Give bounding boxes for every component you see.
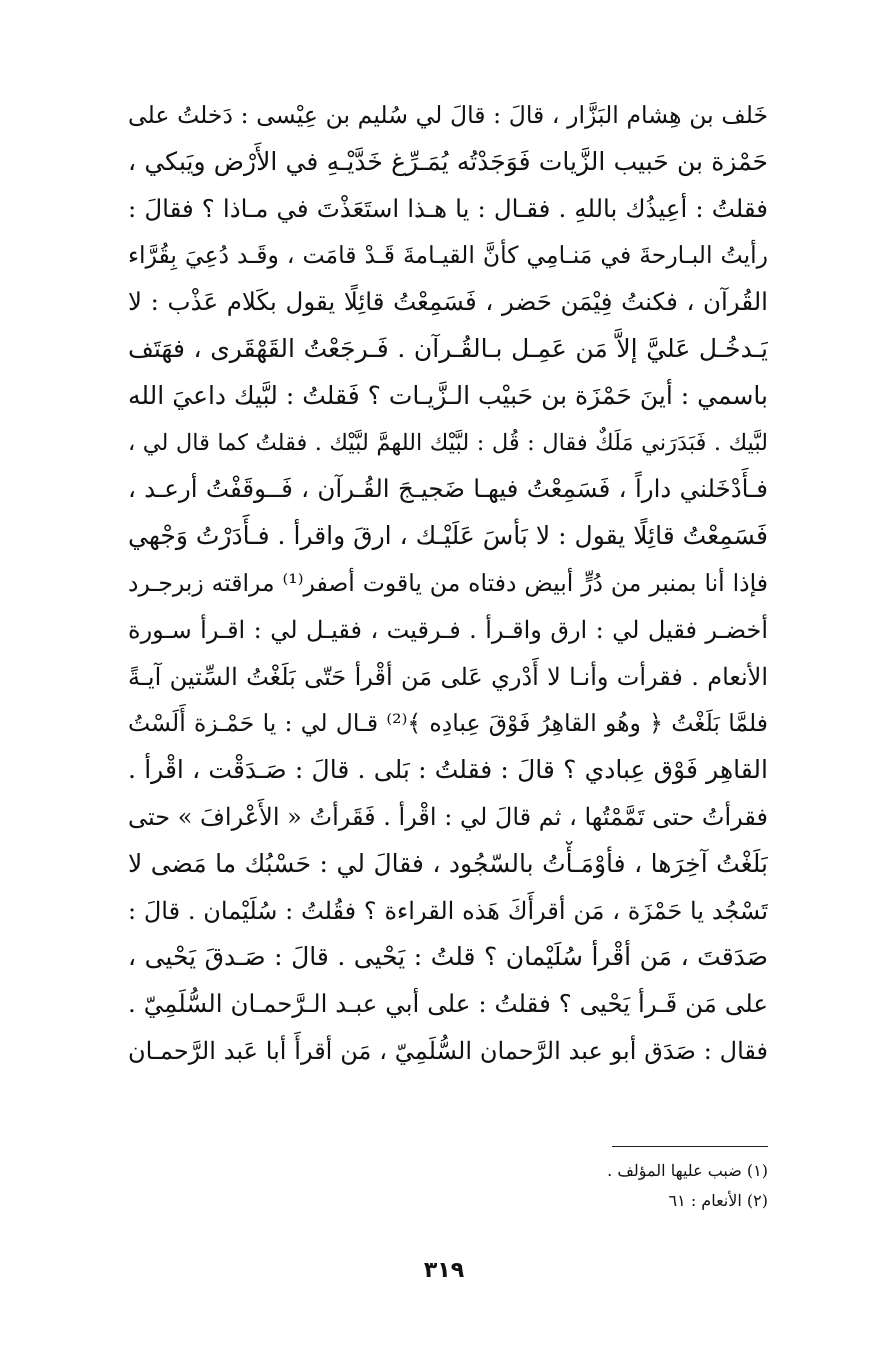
text-line: لبَّيك . فَبَدَرَني مَلَكٌ فقال : قُل : لبَّيْك اللهمَّ لبَّيْك . فقلتُ كما قال لي ، [128, 429, 768, 456]
text-line: فقال : صَدَق أبو عبد الرَّحمان السُّلَمِيّ ، مَن أقرأَ أبا عَبد الرَّحمـان [128, 1036, 768, 1065]
footnote-2: (٢) الأنعام : ٦١ [668, 1191, 768, 1210]
footnote-divider [612, 1146, 768, 1147]
text-line: القُرآن ، فكنتُ فِيْمَن حَضر ، فَسَمِعْتُ قائِلًا يقول بكَلام عَذْب : لا [128, 287, 768, 317]
text-line: أخضـر فقيل لي : ارق واقـرأ . فـرقيت ، فقيـل لي : اقـرأ سـورة [128, 615, 768, 644]
text-line: القاهِر فَوْق عِبادي ؟ قالَ : فقلتُ : بَلى . قالَ : صَـدَقْت ، اقْرأ . [128, 755, 768, 785]
text-line: فقلتُ : أعِيذُك باللهِ . فقـال : يا هـذا استَعَذْتَ في مـاذا ؟ فقالَ : [128, 193, 768, 223]
page-number: ٣١٩ [423, 1258, 465, 1283]
text-line: يَـدخُـل عَليَّ إلاَّ مَن عَمِـل بـالقُـرآن . فَـرجَعْتُ القَهْقَرى ، فهَتَف [128, 333, 768, 363]
text-line: فـأَدْخَلني داراً ، فَسَمِعْتُ فيهـا ضَجيـجَ القُـرآن ، فَــوقَفْتُ أرعـد ، [128, 474, 768, 504]
text-line: تَسْجُد يا حَمْزَة ، مَن أقرأَكَ هَذه القراءة ؟ فقُلتُ : سُلَيْمان . قالَ : [128, 896, 768, 925]
text-line: رأيتُ البـارحةَ في مَنـامِي كأنَّ القيـامةَ قَـدْ قامَت ، وقَـد دُعِيَ بِقُرَّاء [128, 241, 768, 270]
footnotes [400, 1156, 768, 1216]
text-line: فقرأتُ حتى تَمَّمْتُها ، ثم قالَ لي : اقْرأ . فَقَرأتُ « الأَعْرافَ » حتى [128, 802, 768, 831]
text-line: على مَن قَـرأ يَحْيى ؟ فقلتُ : على أبي عبـد الـرَّحمـان السُّلَمِيّ . [128, 989, 768, 1019]
text-line: حَمْزة بن حَبيب الزَّيات فَوَجَدْتُه يُمَـرِّغ خَدَّيْـهِ في الأَرْض ويَبكي ، [128, 146, 768, 176]
text-line: خَلف بن هِشام البَزَّار ، قالَ : قالَ لي سُليم بن عِيْسى : دَخلتُ على [128, 101, 768, 129]
text-line: صَدَقتَ ، مَن أقْرأ سُلَيْمان ؟ قلتُ : يَحْيى . قالَ : صَـدقَ يَحْيى ، [128, 942, 768, 972]
text-line: الأنعام . فقرأت وأنـا لا أَدْري عَلى مَن أقْرأ حَتّى بَلَغْتُ السِّتين آيـةً [128, 662, 768, 691]
text-line: فإذا أنا بمنبر من دُرٍّ أبيض دفتاه من ياقوت أصفر⁽¹⁾ مراقته زبرجـرد [128, 568, 768, 597]
text-line: بَلَغْتُ آخِرَها ، فأوْمَـأْتُ بالسّجُود ، فقالَ لي : حَسْبُك ما مَضى لا [128, 848, 768, 878]
text-line: فلمَّا بَلَغْتُ ﴿ وهُو القاهِرُ فَوْقَ عِبادِه ﴾⁽²⁾ قـال لي : يا حَمْـزة أَلَسْتُ [128, 709, 768, 738]
text-line: فَسَمِعْتُ قائِلًا يقول : لا بَأسَ عَلَيْـك ، ارقَ واقرأ . فـأَدَرْتُ وَجْهي [128, 521, 768, 551]
text-line: باسمي : أينَ حَمْزَة بن حَبيْب الـزَّيـات ؟ فَقلتُ : لبَّيك داعيَ الله [128, 380, 768, 410]
main-text [128, 92, 768, 1075]
footnote-1: (١) ضبب عليها المؤلف . [607, 1161, 768, 1180]
